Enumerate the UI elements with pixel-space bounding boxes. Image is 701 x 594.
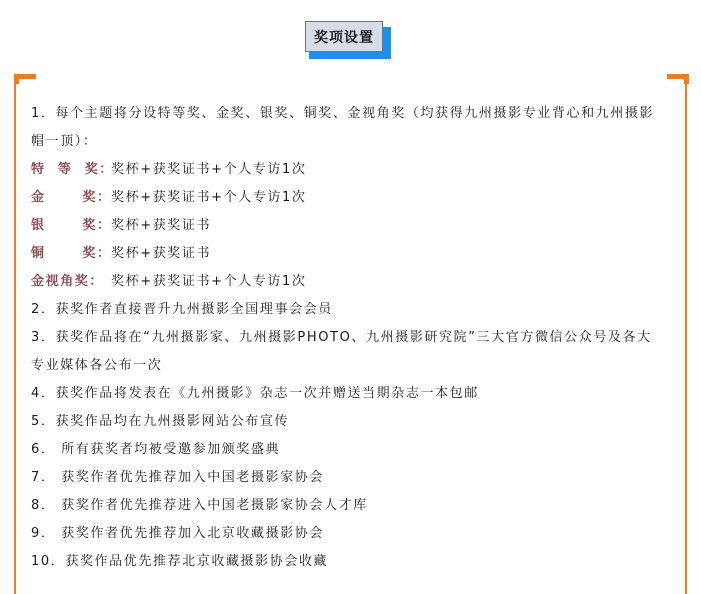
list-item-3-line-2: 专业媒体各公布一次: [31, 358, 163, 373]
list-item-2: 2．获奖作者直接晋升九州摄影全国理事会会员: [31, 302, 333, 317]
award-row-silver: [31, 212, 673, 240]
list-item-7: 7． 获奖作者优先推荐加入中国老摄影家协会: [31, 470, 325, 485]
section-title-badge: [305, 21, 393, 61]
award-prize: 奖杯+获奖证书+个人专访1次: [111, 274, 307, 289]
award-label: 特 等 奖：: [31, 162, 114, 177]
title-box: [305, 21, 383, 52]
intro-line-2: 帽一顶）：: [31, 134, 98, 149]
awards-content: [31, 100, 673, 576]
award-row-golden-view: [31, 268, 673, 296]
frame-corner-left-drop: [14, 74, 19, 84]
award-prize: 奖杯+获奖证书: [111, 246, 212, 261]
award-label: 银 奖：: [31, 218, 112, 233]
list-item-5: 5．获奖作品均在九州摄影网站公布宣传: [31, 414, 290, 429]
award-prize: 奖杯+获奖证书+个人专访1次: [111, 190, 307, 205]
award-row-bronze: [31, 240, 673, 268]
section-title: 奖项设置: [314, 29, 374, 46]
award-prize: 奖杯+获奖证书+个人专访1次: [111, 162, 307, 177]
list-item-10: 10．获奖作品优先推荐北京收藏摄影协会收藏: [31, 554, 329, 569]
award-row-gold: [31, 184, 673, 212]
award-prize: 奖杯+获奖证书: [111, 218, 212, 233]
list-item-3-line-1: 3．获奖作品将在“九州摄影家、九州摄影PHOTO、九州摄影研究院”三大官方微信公众号及各大: [31, 330, 652, 345]
award-row-grand: [31, 156, 673, 184]
list-item-8: 8． 获奖作者优先推荐进入中国老摄影家协会人才库: [31, 498, 368, 513]
list-item-4: 4．获奖作品将发表在《九州摄影》杂志一次并赠送当期杂志一本包邮: [31, 386, 479, 401]
award-label: 金视角奖：: [31, 274, 105, 289]
list-item-6: 6． 所有获奖者均被受邀参加颁奖盛典: [31, 442, 281, 457]
award-label: 金 奖：: [31, 190, 112, 205]
award-label: 铜 奖：: [31, 246, 112, 261]
list-item-9: 9． 获奖作者优先推荐加入北京收藏摄影协会: [31, 526, 325, 541]
intro-line-1: 1．每个主题将分设特等奖、金奖、银奖、铜奖、金视角奖（均获得九州摄影专业背心和九州摄影: [31, 106, 655, 121]
frame-corner-right-drop: [684, 74, 689, 84]
